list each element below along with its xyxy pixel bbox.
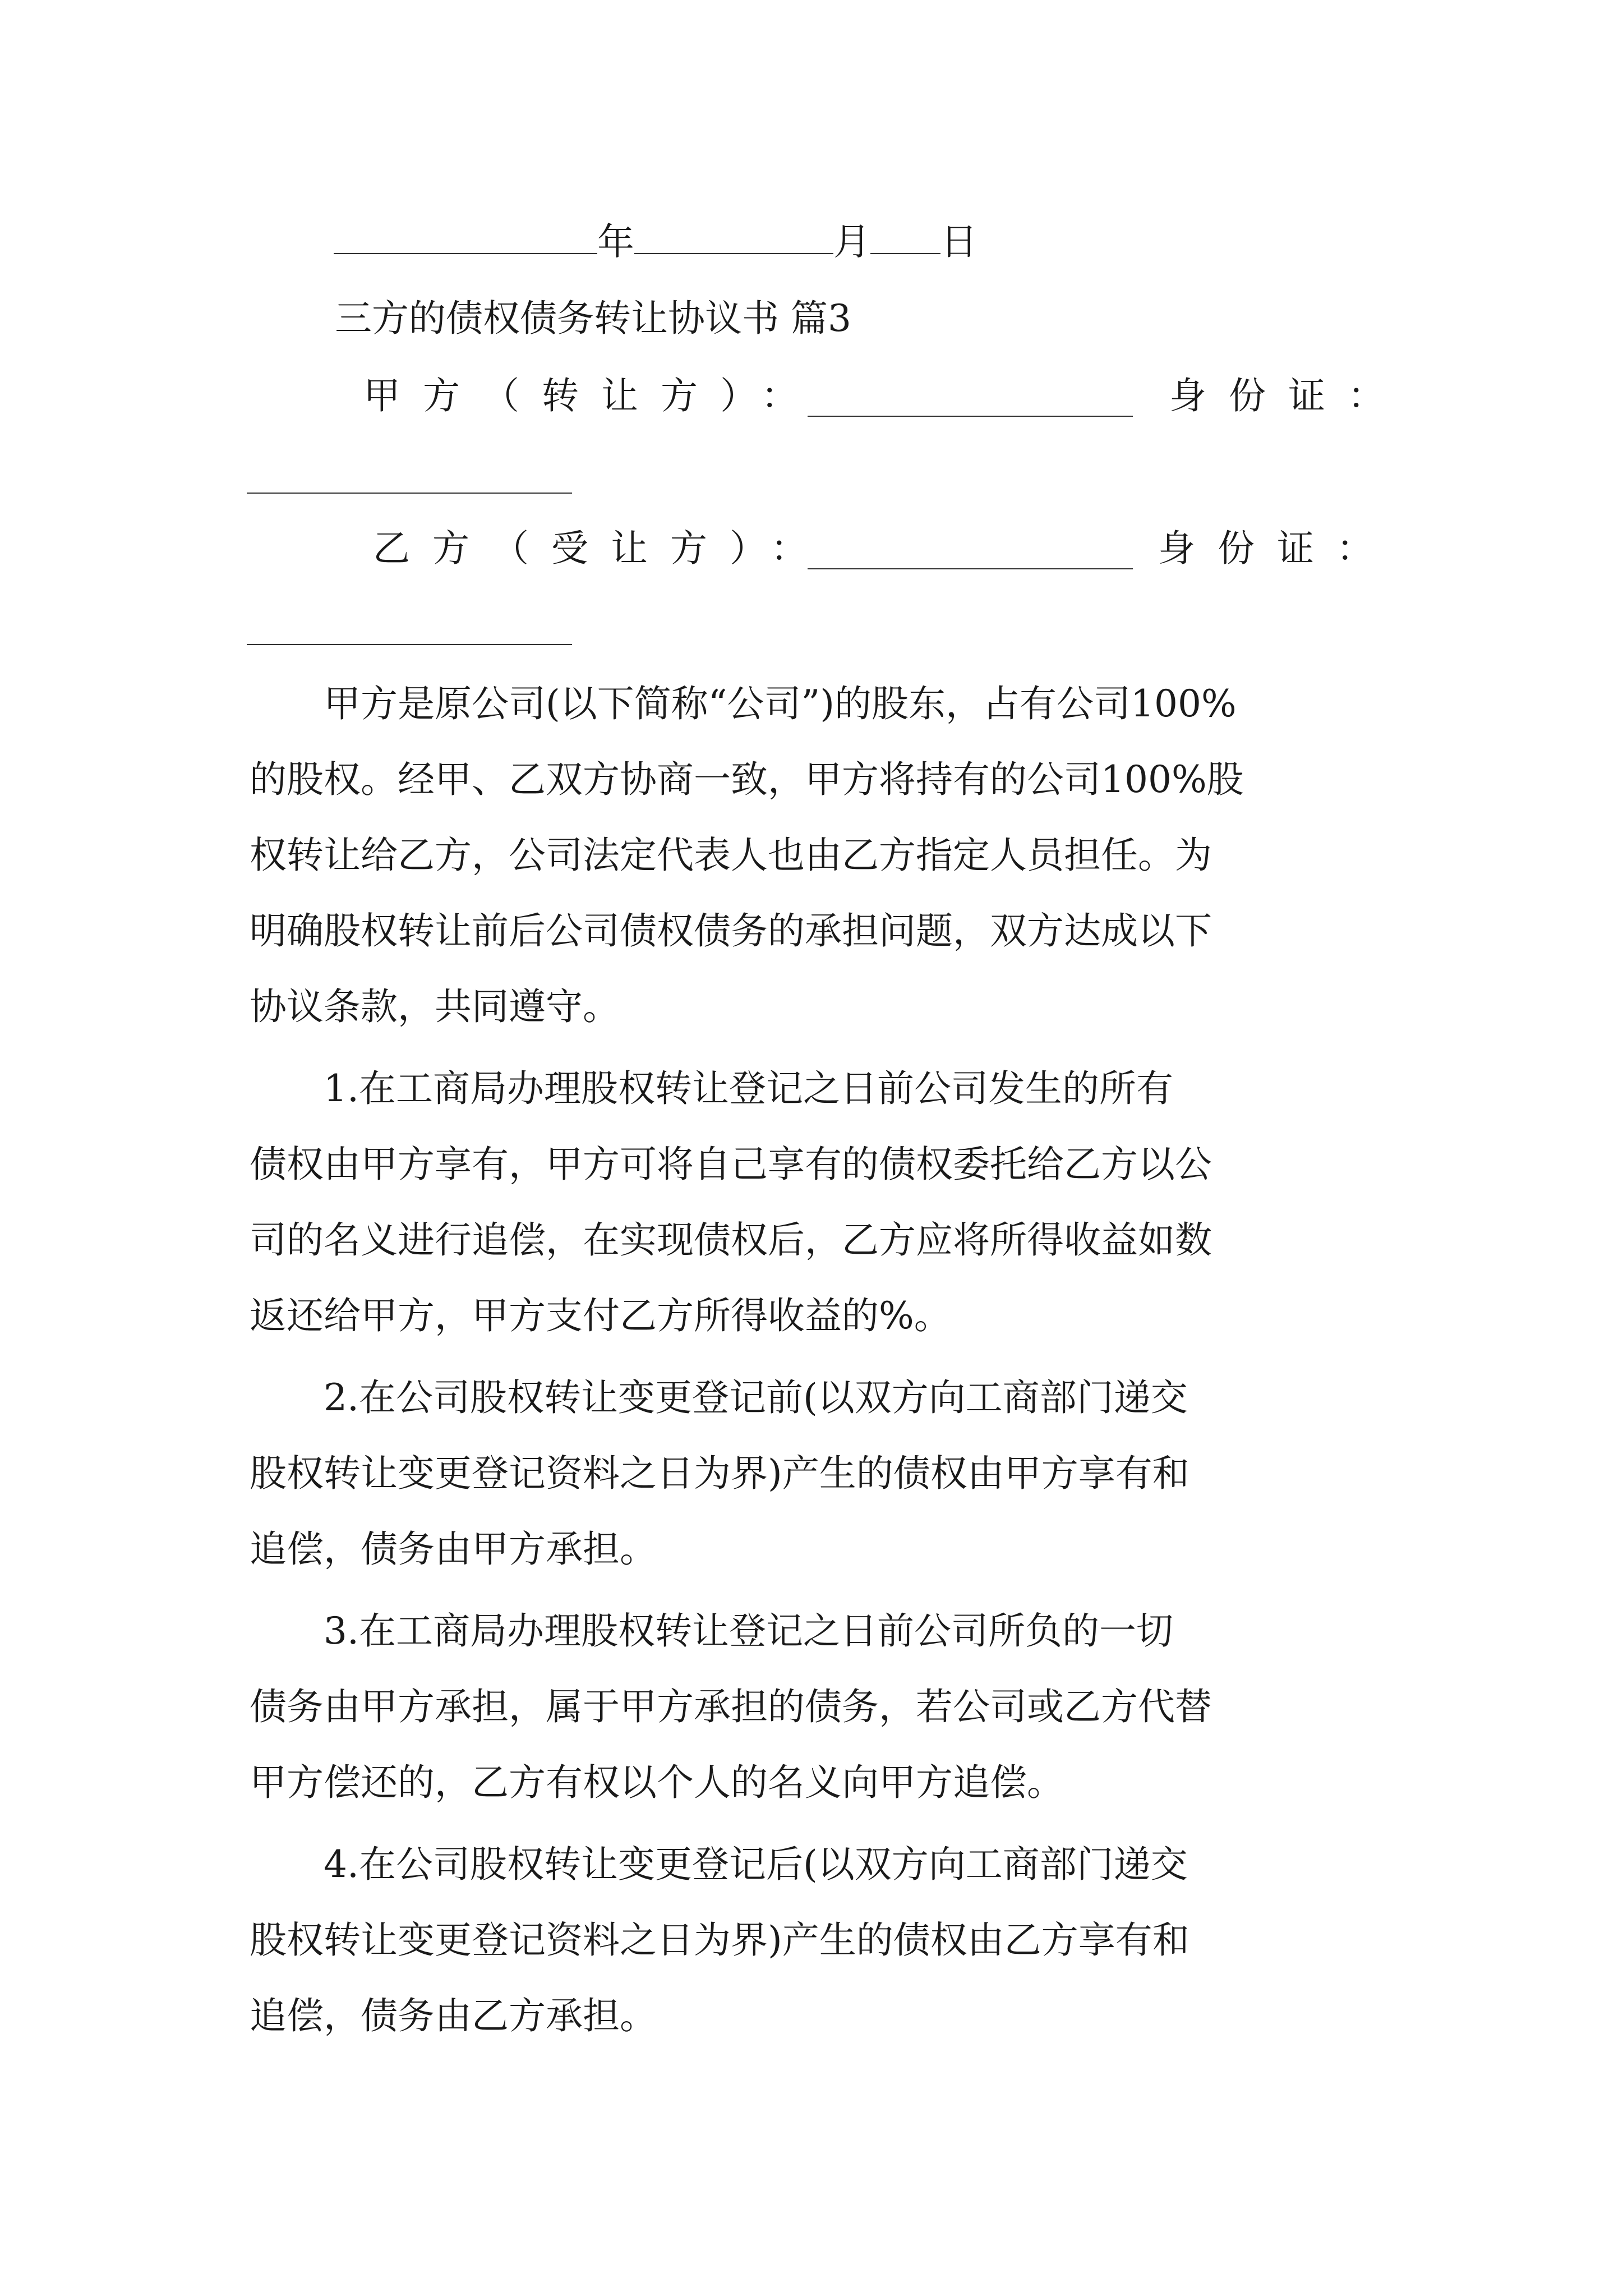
clause-3-line-3: 甲方偿还的，乙方有权以个人的名义向甲方追偿。 — [250, 1761, 1064, 1804]
document-title: 三方的债权债务转让协议书 篇3 — [335, 297, 851, 340]
month-label: 月 — [833, 220, 870, 264]
paragraph-1-line-5: 协议条款，共同遵守。 — [250, 985, 620, 1028]
month-blank — [634, 220, 833, 254]
clause-1-line-1: 1.在工商局办理股权转让登记之日前公司发生的所有 — [250, 1067, 1173, 1110]
year-blank — [334, 220, 597, 254]
clause-1-line-4: 返还给甲方，甲方支付乙方所得收益的%。 — [250, 1294, 951, 1337]
party-b-id-label: 身份证： — [1158, 527, 1396, 570]
party-a-name-blank — [808, 416, 1133, 417]
clause-3-line-2: 债务由甲方承担，属于甲方承担的债务，若公司或乙方代替 — [250, 1685, 1212, 1728]
party-a-id-blank — [247, 493, 572, 494]
clause-4-line-2: 股权转让变更登记资料之日为界)产生的债权由乙方享有和 — [250, 1918, 1189, 1962]
party-a-id-label: 身份证： — [1169, 374, 1407, 417]
paragraph-1-line-3: 权转让给乙方，公司法定代表人也由乙方指定人员担任。为 — [250, 834, 1212, 877]
clause-4-line-3: 追偿，债务由乙方承担。 — [250, 1994, 657, 2037]
clause-3-line-1: 3.在工商局办理股权转让登记之日前公司所负的一切 — [250, 1609, 1173, 1653]
party-b-id-blank — [247, 644, 572, 645]
paragraph-1-line-2: 的股权。经甲、乙双方协商一致，甲方将持有的公司100%股 — [250, 758, 1244, 801]
clause-2-line-1: 2.在公司股权转让变更登记前(以双方向工商部门递交 — [250, 1376, 1188, 1419]
clause-1-line-2: 债权由甲方享有，甲方可将自己享有的债权委托给乙方以公 — [250, 1143, 1212, 1186]
clause-1-line-3: 司的名义进行追偿，在实现债权后，乙方应将所得收益如数 — [250, 1218, 1212, 1262]
party-b-name-blank — [808, 568, 1133, 569]
party-b-label: 乙方（受让方）： — [373, 527, 830, 570]
clause-2-line-3: 追偿，债务由甲方承担。 — [250, 1527, 657, 1571]
paragraph-1-line-1: 甲方是原公司(以下简称“公司”)的股东，占有公司100% — [250, 682, 1237, 725]
party-a-label: 甲方（转让方）： — [363, 374, 820, 417]
paragraph-1-line-4: 明确股权转让前后公司债权债务的承担问题，双方达成以下 — [250, 909, 1212, 953]
date-line — [334, 220, 978, 264]
clause-2-line-2: 股权转让变更登记资料之日为界)产生的债权由甲方享有和 — [250, 1452, 1189, 1495]
day-label: 日 — [940, 220, 978, 264]
year-label: 年 — [597, 220, 634, 264]
clause-4-line-1: 4.在公司股权转让变更登记后(以双方向工商部门递交 — [250, 1843, 1188, 1886]
day-blank — [870, 220, 940, 254]
